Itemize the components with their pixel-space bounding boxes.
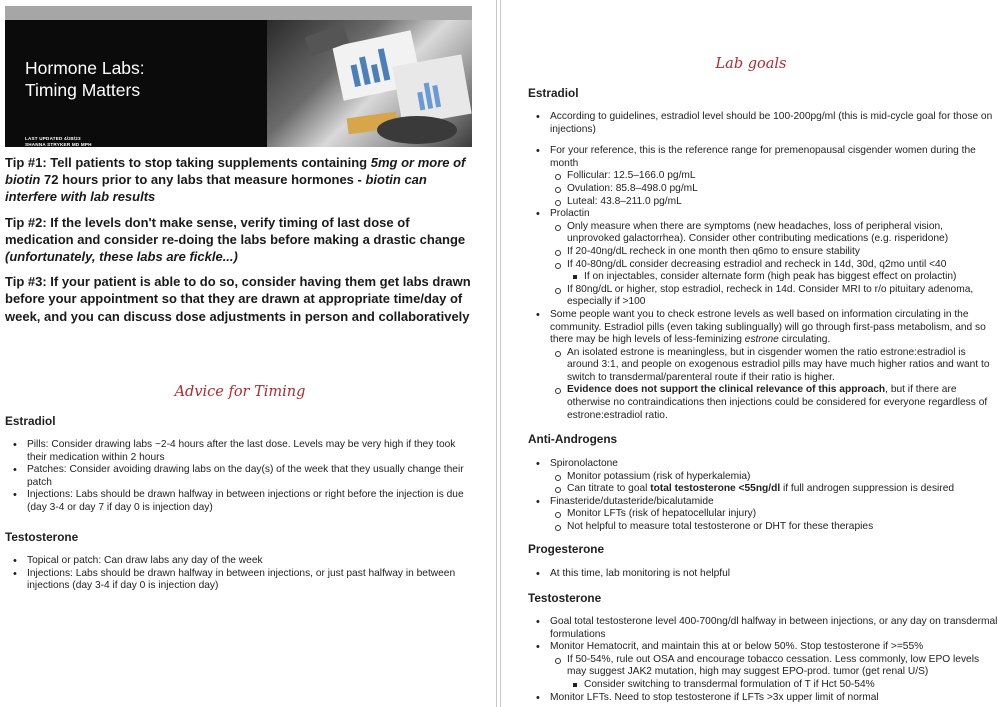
list-item: • Goal total testosterone level 400-700ng/dl halfway in between injections, or any day on transdermal formulations: [528, 616, 998, 641]
banner-meta: [25, 136, 92, 147]
list-item: If 80ng/dL or higher, stop estradiol, recheck in 14d. Consider MRI to r/o pituitary adenoma, especially if >100: [550, 284, 998, 309]
advice-testosterone-heading: Testosterone: [5, 530, 79, 544]
antiandrogens-list: [528, 458, 998, 534]
tip-2-text: Tip #2: If the levels don't make sense, verify timing of last dose of medication and consider re-doing the labs before making a drastic change: [5, 214, 466, 247]
list-item: Not helpful to measure total testosterone or DHT for these therapies: [550, 521, 998, 534]
banner-photo: [267, 20, 472, 147]
progesterone-heading: Progesterone: [528, 542, 605, 556]
list-item: • According to guidelines, estradiol level should be 100-200pg/ml (this is mid-cycle goal for those on injections): [528, 111, 998, 136]
left-page: [0, 0, 497, 707]
fin-label: Finasteride/dutasteride/bicalutamide: [550, 495, 714, 507]
list-item: • Patches: Consider avoiding drawing labs on the day(s) of the week that they usually change their patch: [5, 464, 475, 489]
list-item: Luteal: 43.8–211.0 pg/mL: [550, 196, 998, 209]
banner-author: SHANNA STRYKER MD MPH: [25, 142, 92, 147]
prolactin-sublist: [567, 271, 998, 284]
tip-1: [5, 154, 475, 206]
goals-estradiol: [528, 86, 998, 422]
tip-1-text: Tip #1: Tell patients to stop taking supplements containing: [5, 155, 371, 170]
list-item: [528, 309, 998, 422]
list-item: [550, 483, 998, 496]
list-item: If 20-40ng/dL recheck in one month then q6mo to ensure stability: [550, 246, 998, 259]
evidence-text: , but if there are otherwise no contraindications then injections could be considered for everyone regardless of estrone:estradiol ratio.: [567, 384, 988, 421]
reference-text: For your reference, this is the reference range for premenopausal cisgender women during the month: [550, 145, 976, 169]
list-item: [528, 208, 998, 309]
list-item: Ovulation: 85.8–498.0 pg/mL: [550, 183, 998, 196]
prolactin-label: Prolactin: [550, 208, 590, 220]
charts-photo-illustration: [267, 20, 472, 147]
tip-3: [5, 273, 475, 325]
advice-testosterone: [5, 530, 475, 593]
spiro-goal: total testosterone <55ng/dl: [650, 483, 781, 495]
estrone-word: estrone: [744, 334, 779, 346]
title-banner: [5, 20, 472, 147]
tips-list: [5, 154, 475, 333]
goals-title: Lab goals: [715, 56, 787, 72]
list-item: • Monitor LFTs. Need to stop testosterone if LFTs >3x upper limit of normal: [528, 692, 998, 705]
banner-updated: LAST UPDATED 4/28/23: [25, 136, 81, 141]
spiro-titrate-end: if full androgen suppression is desired: [780, 483, 955, 495]
spiro-titrate: Can titrate to goal: [567, 483, 651, 495]
fin-list: [550, 508, 998, 533]
reference-ranges: [550, 170, 998, 208]
list-item: [528, 496, 998, 534]
testosterone-heading: Testosterone: [528, 591, 602, 605]
tip-3-text: Tip #3: If your patient is able to do so, consider having them get labs drawn before your appointment so that they are drawn at appropriate time/day of week, and you can discuss dose adjustments in person and collaboratively: [5, 274, 471, 324]
antiandrogens-heading: Anti-Androgens: [528, 432, 618, 446]
goals-testosterone: [528, 591, 998, 704]
advice-estradiol-heading: Estradiol: [5, 414, 56, 428]
goals-estradiol-heading: Estradiol: [528, 86, 579, 100]
list-item: Consider switching to transdermal formulation of T if Hct 50-54%: [567, 679, 998, 692]
prolactin-list: [550, 221, 998, 309]
list-item: • Topical or patch: Can draw labs any day of the week: [5, 555, 475, 568]
spiro-list: [550, 471, 998, 496]
goals-antiandrogens: [528, 432, 998, 534]
advice-title: Advice for Timing: [174, 384, 306, 400]
list-item: • Injections: Labs should be drawn halfway in between injections, or just past halfway in between injections (day 3-4 if day 0 is injection day): [5, 568, 475, 593]
hematocrit-text: Monitor Hematocrit, and maintain this at or below 50%. Stop testosterone if >=55%: [550, 641, 924, 653]
estrone-text: Some people want you to check estrone levels as well based on information circulating in the community. Estradiol pills (even taking sublingually) will go through first-pass metabolism, and so there may be high levels of less-feminizing: [550, 308, 986, 346]
estrone-list: [550, 347, 998, 423]
advice-estradiol-list: [5, 439, 475, 515]
list-item: [550, 654, 998, 692]
hematocrit-list: [550, 654, 998, 692]
right-page: [500, 0, 1000, 707]
tip-1-biotin: 5mg or more of biotin: [5, 155, 466, 188]
progesterone-list: [528, 568, 998, 581]
estrone-text-end: circulating.: [778, 334, 831, 346]
banner-title: [25, 57, 265, 101]
list-item: • Pills: Consider drawing labs ~2-4 hours after the last dose. Levels may be very high if they took their medication within 2 hours: [5, 439, 475, 464]
list-item: [528, 641, 998, 691]
list-item: Follicular: 12.5–166.0 pg/mL: [550, 170, 998, 183]
list-item: [550, 259, 998, 284]
list-item: • Injections: Labs should be drawn halfway in between injections or right before the injection is due (day 3-4 or day 7 if day 0 is injection day): [5, 489, 475, 514]
list-item: [550, 384, 998, 422]
testosterone-list: [528, 616, 998, 704]
evidence-note: Evidence does not support the clinical relevance of this approach: [567, 384, 886, 396]
hematocrit-50-54: If 50-54%, rule out OSA and encourage tobacco cessation. Less commonly, low EPO levels may suggest JAK2 mutation, high may suggest EPO-prod. tumor (get renal U/S): [567, 653, 980, 678]
spiro-label: Spironolactone: [550, 458, 618, 469]
tip-2-aside: (unfortunately, these labs are fickle...): [5, 249, 238, 265]
banner-top-strip: [5, 6, 472, 20]
prolactin-40-80: If 40-80ng/dL consider decreasing estradiol and recheck in 14d, 30d, q2mo until <40: [567, 258, 947, 270]
list-item: [528, 458, 998, 496]
goals-estradiol-list: [528, 111, 998, 422]
list-item: [528, 145, 998, 208]
advice-testosterone-list: [5, 555, 475, 593]
list-item: • At this time, lab monitoring is not helpful: [528, 568, 998, 581]
tip-1-warning: biotin can interfere with lab results: [5, 172, 427, 205]
goals-progesterone: [528, 542, 998, 581]
tip-1-text-2: 72 hours prior to any labs that measure hormones -: [40, 172, 366, 188]
list-item: An isolated estrone is meaningless, but in cisgender women the ratio estrone:estradiol is around 3:1, and people on exogenous estradiol pills may have much higher ratios and want to switch to transdermal/parenteral route if their ratio is higher.: [550, 347, 998, 385]
list-item: Only measure when there are symptoms (new headaches, loss of peripheral vision, unprovoked galactorrhea). Consider other contributing medications (e.g. risperidone): [550, 221, 998, 246]
banner-title-line1: Hormone Labs:: [25, 58, 145, 78]
advice-estradiol: [5, 414, 475, 515]
list-item: Monitor potassium (risk of hyperkalemia): [550, 471, 998, 484]
banner-title-line2: Timing Matters: [25, 80, 141, 100]
list-item: If on injectables, consider alternate form (high peak has biggest effect on prolactin): [567, 271, 998, 284]
list-item: Monitor LFTs (risk of hepatocellular injury): [550, 508, 998, 521]
tip-2: [5, 214, 475, 266]
hematocrit-sublist: [567, 679, 998, 692]
